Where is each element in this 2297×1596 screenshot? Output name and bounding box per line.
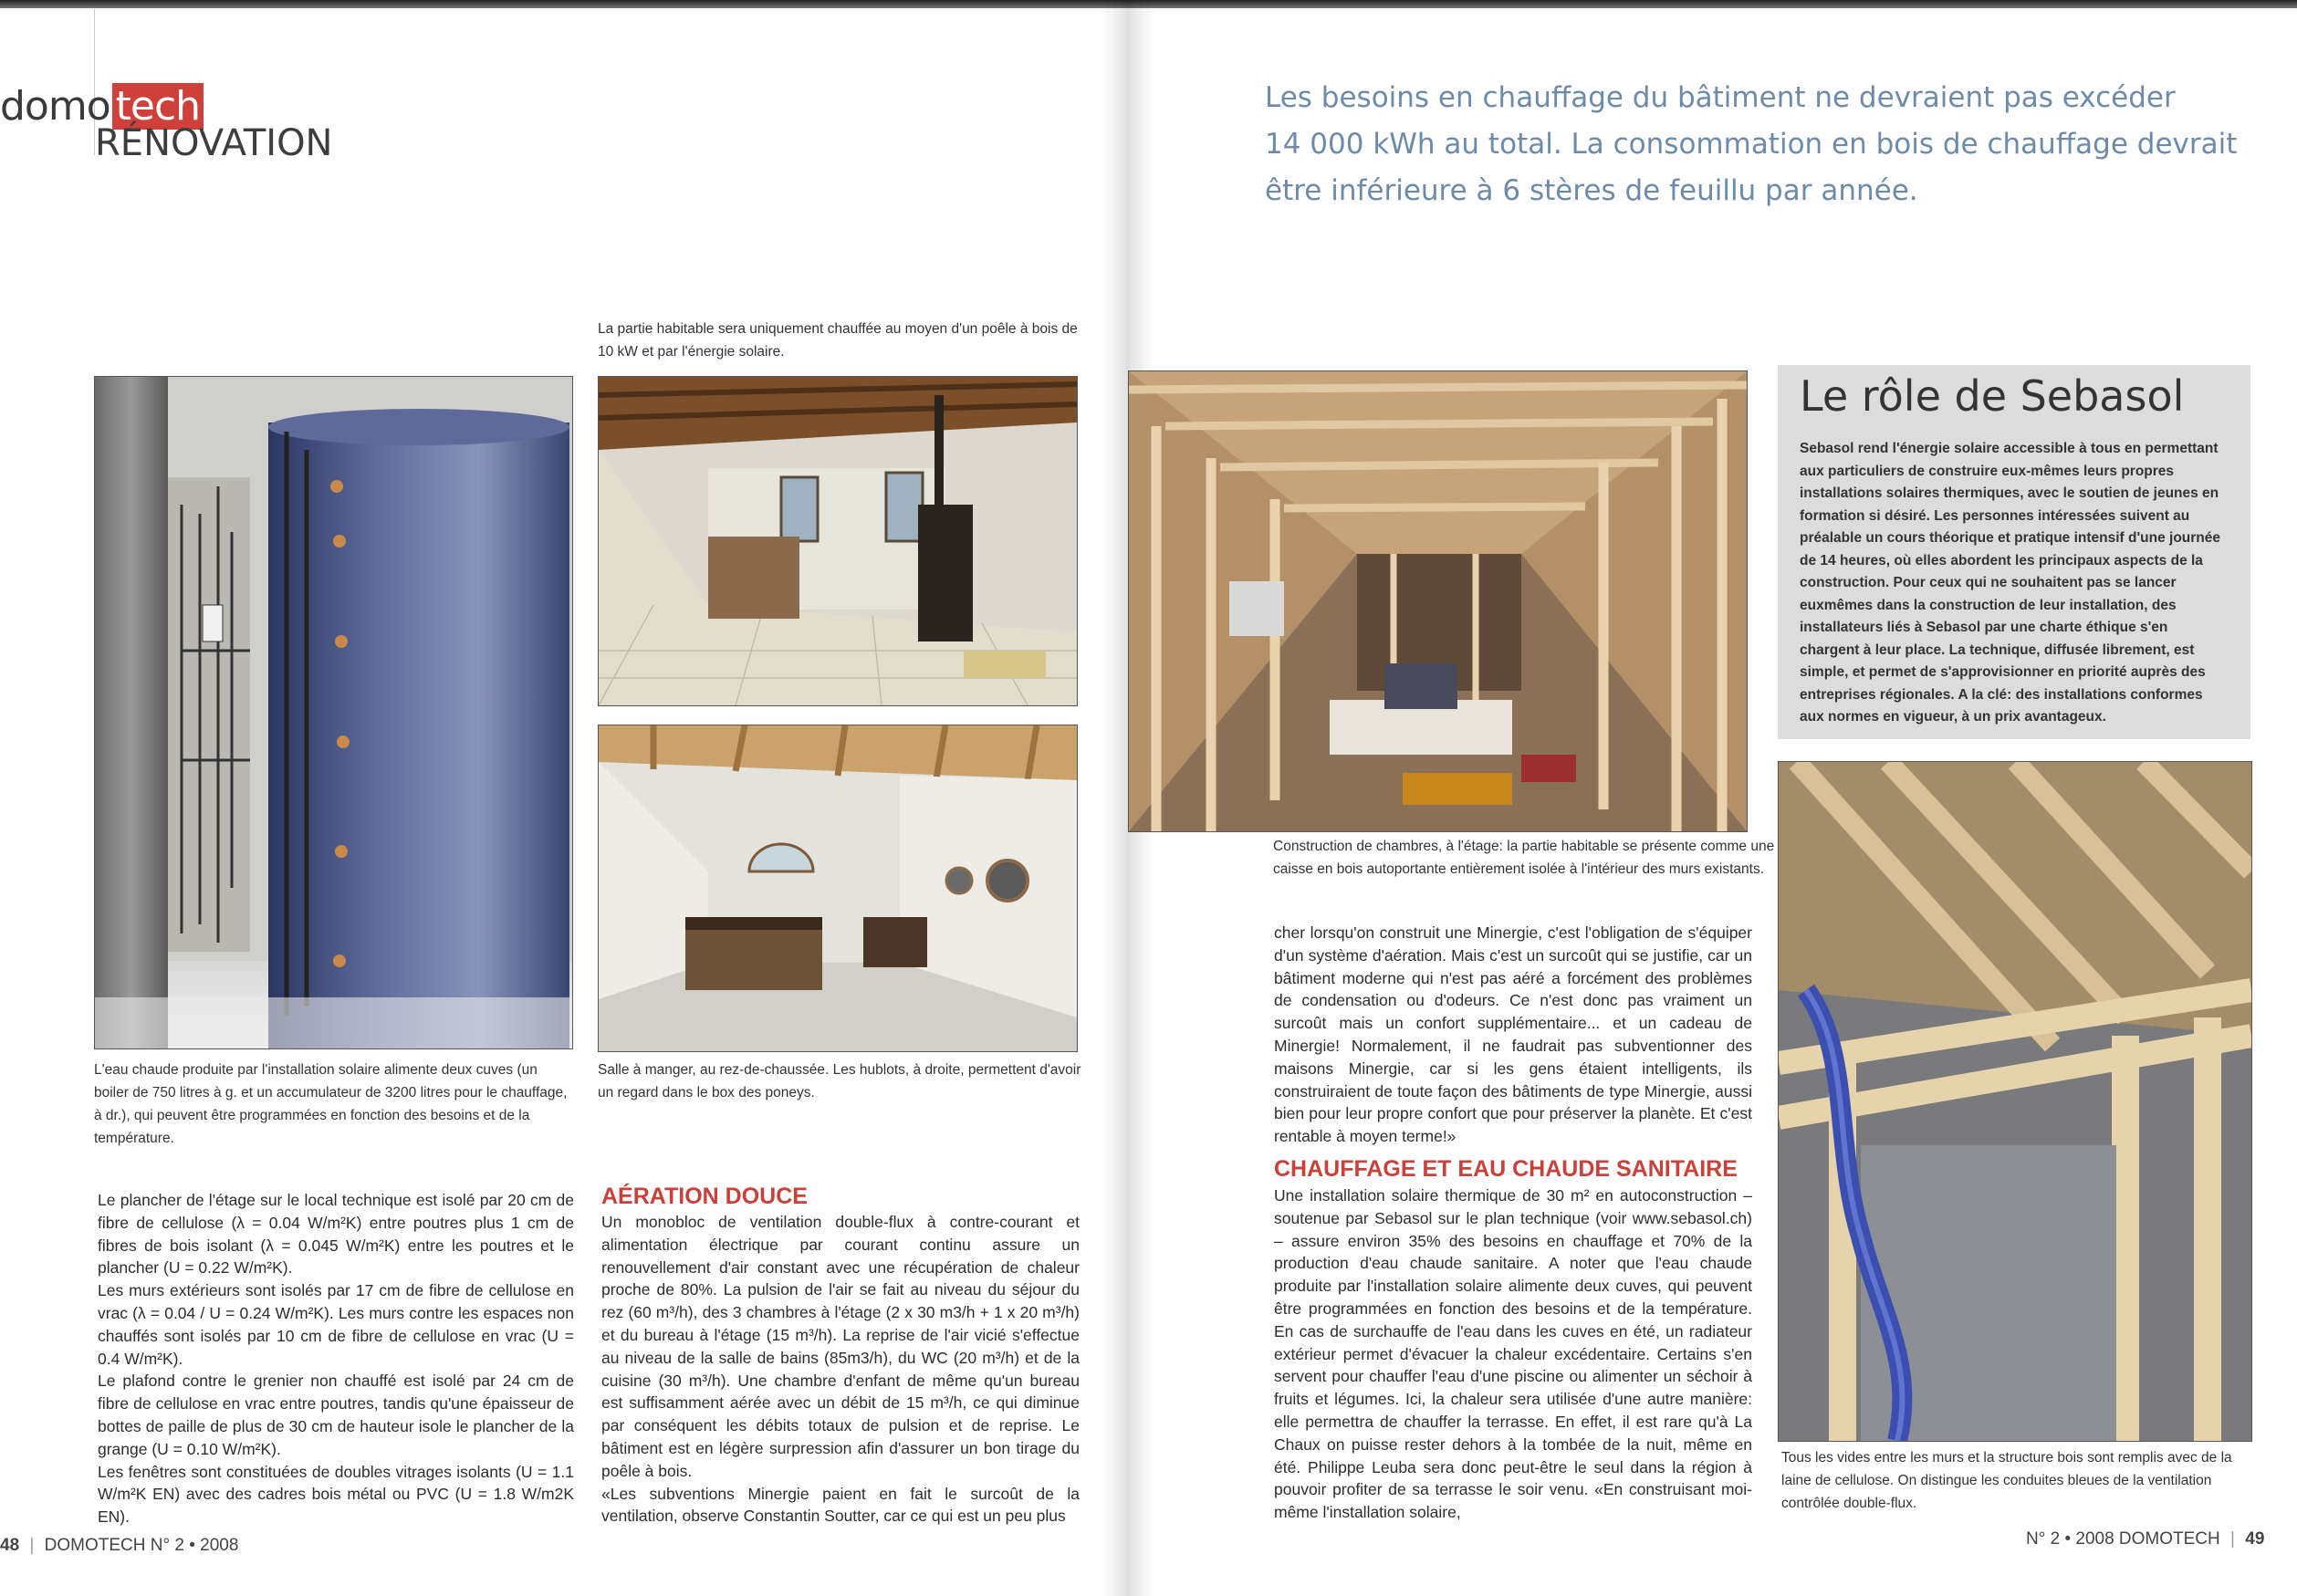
footer-right-text: N° 2 • 2008 DOMOTECH — [2026, 1529, 2220, 1549]
lead-quote — [1265, 75, 2269, 214]
paragraph: Les fenêtres sont constituées de doubles vitrages isolants (U = 1.1 W/m²K EN) avec des cadres bois métal ou PVC (U = 1.8 W/m2K EN). — [98, 1462, 574, 1527]
footer-right: N° 2 • 2008 DOMOTECH | 49 — [2026, 1529, 2265, 1549]
brand-domo: domo — [0, 83, 110, 130]
photo-solar-tanks — [94, 376, 573, 1049]
caption-ceiling: Tous les vides entre les murs et la structure bois sont remplis avec de la laine de cellulose. On distingue les conduites bleues de la ventilation contrôlée double-flux. — [1781, 1450, 2232, 1511]
sidebar-title: Le rôle de Sebasol — [1800, 371, 2185, 421]
lead-line: 14 000 kWh au total. La consommation en bois de chauffage devrait — [1265, 128, 2238, 161]
article-column-3-intro: cher lorsqu'on construit une Minergie, c'est l'obligation de s'équiper d'un système d'aération. Mais c'est un surcoût qui se justifie, car un bâtiment moderne qui n'est pas aéré a forcément des problèmes de condensation ou d'odeurs. Ce n'est donc pas vraiment un surcoût mais un confort supplémentaire... et un cadeau de Minergie! Normalement, il ne faudrait pas subventionner des maisons Minergie, car si les gens étaient intelligents, ils construiraient de toute façon des bâtiments de type Minergie, aussi bien pour leur propre confort que pour préserver la planète. Et c'est rentable à moyen terme!» — [1274, 923, 1752, 1146]
paragraph: Un monobloc de ventilation double-flux à contre-courant et alimentation électrique par courant continu assure un renouvellement d'air constant avec une récupération de chaleur proche de 80%. La pulsion de l'air se fait au niveau du séjour du rez (60 m³/h), des 3 chambres à l'étage (2 x 30 m3/h + 1 x 20 m³/h) et du bureau à l'étage (15 m³/h). La reprise de l'air vicié s'effectue au niveau de la salle de bains (85m3/h), du WC (20 m³/h) et de la cuisine (30 m³/h). Une chambre d'enfant de même qu'un bureau est suffisamment aérée avec un débit de 15 m³/h, ce qui diminue par conséquent les débits totaux de pulsion et de reprise. Le bâtiment est en légère surpression afin d'assurer un bon tirage du poêle à bois. — [601, 1213, 1080, 1480]
caption-construction: Construction de chambres, à l'étage: la partie habitable se présente comme une caisse en bois autoportante entièrement isolée à l'intérieur des murs existants. — [1273, 839, 1775, 877]
photo-ceiling-ventilation — [1778, 761, 2252, 1442]
footer-left-text: DOMOTECH N° 2 • 2008 — [44, 1536, 239, 1555]
photo-living-room-stove — [598, 376, 1078, 706]
lead-line: Les besoins en chauffage du bâtiment ne devraient pas excéder — [1265, 81, 2176, 114]
heading-chauffage: CHAUFFAGE ET EAU CHAUDE SANITAIRE — [1274, 1156, 1738, 1182]
article-column-2 — [601, 1211, 1080, 1528]
sidebar-text: Sebasol rend l'énergie solaire accessible à tous en permettant aux particuliers de construire eux-mêmes leurs propres installations solaires thermiques, avec le soutien de jeunes en formation si désiré. Les personnes intéressées suivent au préalable un cours théorique et pratique intensif d'une journée de 14 heures, où elles abordent les principaux aspects de la construction. Pour ceux qui ne souhaitent pas se lancer euxmêmes dans la construction de leur installation, des installateurs liés à Sebasol par une charte éthique s'en chargent à leur place. La technique, diffusée librement, est simple, et permet de s'approvisionner en priorité auprès des entreprises régionales. A la clé: des installations conformes aux normes en vigueur, à un prix avantageux. — [1800, 441, 2221, 725]
photo-room-construction — [1128, 370, 1748, 832]
paragraph: Les murs extérieurs sont isolés par 17 cm de fibre de cellulose en vrac (λ = 0.04 / U = 0.24 W/m²K). Les murs contre les espaces non chauffés sont isolés par 10 cm de fibre de cellulose en vrac (U = 0.4 W/m²K). — [98, 1281, 574, 1368]
brand-tech: tech — [112, 83, 204, 130]
article-column-1 — [98, 1189, 574, 1528]
paragraph: Le plancher de l'étage sur le local technique est isolé par 20 cm de fibre de cellulose (λ = 0.04 W/m²K) entre poutres plus 1 cm de fibres de bois isolant (λ = 0.045 W/m²K) entre les poutres et le plancher (U = 0.22 W/m²K). — [98, 1191, 574, 1278]
article-column-3-body: Une installation solaire thermique de 30 m² en autoconstruction – soutenue par Sebasol sur le plan technique (voir www.sebasol.ch) – assure environ 35% des besoins en chauffage et 70% de la production d'eau chaude sanitaire. A noter que l'eau chaude produite par l'installation solaire alimente deux cuves, qui peuvent être programmées en fonction des besoins et de la température. En cas de surchauffe de l'eau dans les cuves en été, un radiateur extérieur permet d'évacuer la chaleur excédentaire. Certains s'en servent pour chauffer l'eau d'une piscine ou alimenter un séchoir à fruits et légumes. Ici, la chaleur sera utilisée d'une autre manière: elle permettra de chauffer la terrasse. En effet, il est rare qu'à La Chaux on puisse rester dehors à la tombée de la nuit, même en été. Philippe Leuba sera donc peut-être le seul dans la région à pouvoir profiter de sa terrasse le soir venu. «En construisant moi-même l'installation solaire, — [1274, 1186, 1752, 1522]
paragraph: «Les subventions Minergie paient en fait le surcoût de la ventilation, observe Constantin Soutter, car ce qui est un peu plus — [601, 1484, 1080, 1526]
section-title: RÉNOVATION — [95, 122, 333, 164]
page-number-left: 48 — [0, 1536, 20, 1555]
footer-left: 48 | DOMOTECH N° 2 • 2008 — [0, 1536, 239, 1555]
caption-living-room: La partie habitable sera uniquement chauffée au moyen d'un poêle à bois de 10 kW et par l'énergie solaire. — [598, 321, 1078, 360]
page-number-right: 49 — [2245, 1529, 2265, 1549]
caption-tanks: L'eau chaude produite par l'installation solaire alimente deux cuves (un boiler de 750 litres à g. et un accumulateur de 3200 litres pour le chauffage, à dr.), qui peuvent être programmées en fonction des besoins et de la température. — [94, 1062, 568, 1146]
paragraph: Le plafond contre le grenier non chauffé est isolé par 24 cm de fibre de cellulose en vrac entre poutres, tandis qu'une épaisseur de bottes de paille de plus de 30 cm de hauteur isole le plancher de la grange (U = 0.10 W/m²K). — [98, 1372, 574, 1458]
photo-dining-room — [598, 725, 1078, 1052]
heading-aeration: AÉRATION DOUCE — [601, 1184, 808, 1209]
lead-line: être inférieure à 6 stères de feuillu par année. — [1265, 174, 1918, 207]
caption-dining: Salle à manger, au rez-de-chaussée. Les hublots, à droite, permettent d'avoir un regard dans le box des poneys. — [598, 1062, 1081, 1101]
